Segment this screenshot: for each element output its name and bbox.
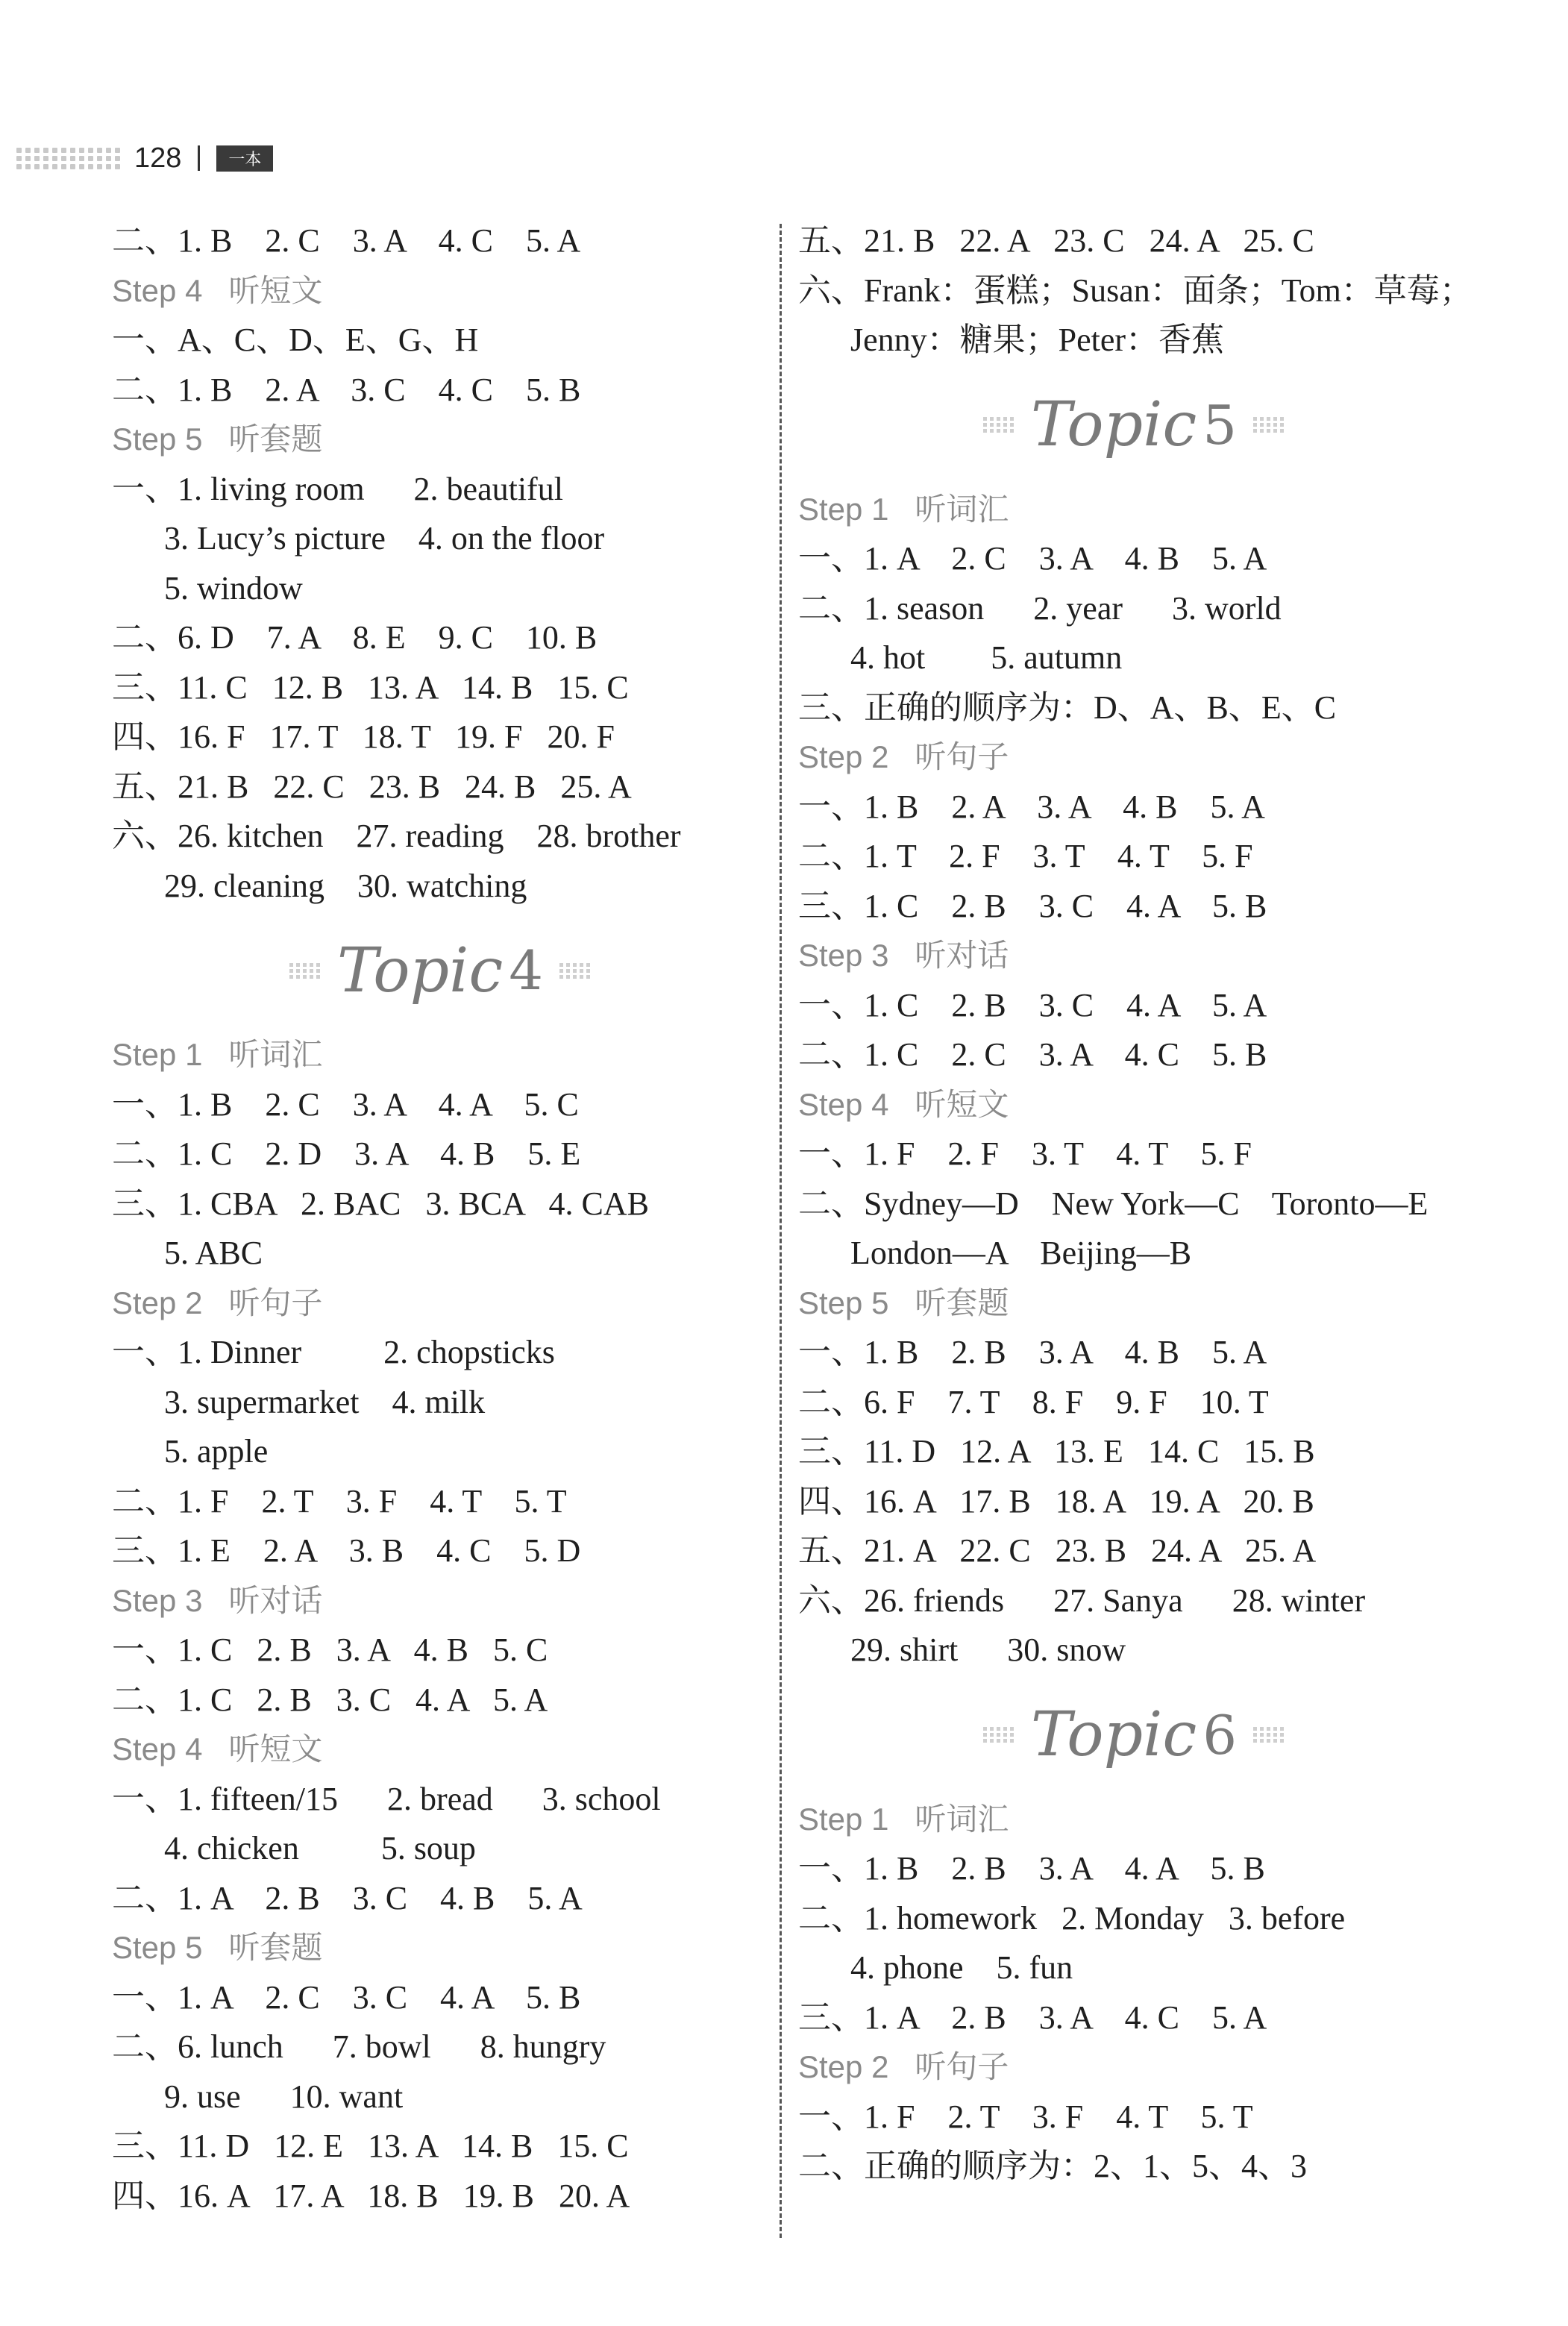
answer-line: London—A Beijing—B: [850, 1235, 1192, 1271]
answer-line: 4. phone 5. fun: [850, 1949, 1073, 1986]
step-heading: Step 5 听套题: [798, 1285, 1009, 1320]
answer-line: 五、21. B 22. C 23. B 24. B 25. A: [112, 768, 632, 805]
answer-line: 5. ABC: [164, 1235, 263, 1271]
answer-line: 一、1. A 2. C 3. A 4. B 5. A: [798, 540, 1267, 577]
answer-line: 29. shirt 30. snow: [850, 1631, 1126, 1668]
answer-line: 三、11. C 12. B 13. A 14. B 15. C: [112, 668, 629, 706]
topic-number: 5: [1202, 393, 1238, 457]
answer-line: 三、正确的顺序为：D、A、B、E、C: [798, 689, 1337, 726]
answer-line: 二、1. F 2. T 3. F 4. T 5. T: [112, 1482, 567, 1520]
step-heading: Step 5 听套题: [112, 421, 323, 457]
step-heading: Step 3 听对话: [798, 938, 1009, 973]
answer-line: 二、1. C 2. D 3. A 4. B 5. E: [112, 1135, 581, 1172]
topic-5-heading: [798, 366, 1470, 485]
answer-line: 一、1. Dinner 2. chopsticks: [112, 1334, 555, 1370]
answer-line: 二、1. C 2. C 3. A 4. C 5. B: [798, 1036, 1267, 1073]
topic-number: 6: [1202, 1703, 1238, 1767]
step-heading: Step 2 听句子: [798, 2049, 1009, 2084]
ornament-icon: [983, 417, 1015, 433]
ornament-icon: [559, 963, 591, 979]
step-heading: Step 4 听短文: [798, 1086, 1009, 1122]
topic-word: Topic: [336, 935, 504, 1006]
answer-line: 二、1. C 2. B 3. C 4. A 5. A: [112, 1681, 548, 1718]
answer-line: 三、1. CBA 2. BAC 3. BCA 4. CAB: [112, 1185, 650, 1222]
answer-line: 二、1. homework 2. Monday 3. before: [798, 1899, 1346, 1937]
ornament-icon: [1253, 417, 1285, 433]
ornament-icon: [1253, 1727, 1285, 1743]
answer-line: 二、1. T 2. F 3. T 4. T 5. F: [798, 838, 1253, 874]
answer-line: 三、11. D 12. E 13. A 14. B 15. C: [112, 2128, 629, 2164]
answer-line: 二、1. B 2. A 3. C 4. C 5. B: [112, 371, 581, 408]
topic-4-heading: [112, 911, 768, 1030]
header-separator: [198, 145, 200, 171]
answer-line: 四、16. A 17. A 18. B 19. B 20. A: [112, 2177, 630, 2214]
answer-line: 六、26. friends 27. Sanya 28. winter: [798, 1582, 1366, 1619]
ornament-icon: [983, 1727, 1015, 1743]
answer-line: 5. apple: [164, 1433, 269, 1470]
topic-word: Topic: [1030, 1699, 1197, 1770]
answer-line: 四、16. F 17. T 18. T 19. F 20. F: [112, 718, 615, 755]
answer-line: 二、6. D 7. A 8. E 9. C 10. B: [112, 619, 598, 656]
answer-line: 五、21. B 22. A 23. C 24. A 25. C: [798, 222, 1314, 259]
answer-line: 一、1. B 2. B 3. A 4. A 5. B: [798, 1850, 1265, 1887]
answer-line: 二、Sydney—D New York—C Toronto—E: [798, 1185, 1429, 1222]
answer-line: 一、1. B 2. B 3. A 4. B 5. A: [798, 1334, 1267, 1370]
answer-line: 三、1. C 2. B 3. C 4. A 5. B: [798, 887, 1267, 924]
answer-line: 六、26. kitchen 27. reading 28. brother: [112, 818, 681, 854]
answer-line: 三、11. D 12. A 13. E 14. C 15. B: [798, 1433, 1315, 1470]
page-number: 128: [134, 142, 182, 174]
answer-line: 4. hot 5. autumn: [850, 639, 1123, 676]
answer-line: 一、A、C、D、E、G、H: [112, 322, 479, 358]
answer-line: 二、1. B 2. C 3. A 4. C 5. A: [112, 222, 581, 259]
answer-line: 三、1. E 2. A 3. B 4. C 5. D: [112, 1532, 581, 1569]
step-heading: Step 1 听词汇: [798, 491, 1009, 527]
topic-word: Topic: [1030, 389, 1197, 460]
step-heading: Step 1 听词汇: [798, 1801, 1009, 1837]
brand-logo: 一本: [216, 145, 273, 172]
topic-number: 4: [509, 939, 544, 1002]
right-column: [798, 216, 1473, 2192]
answer-line: 三、1. A 2. B 3. A 4. C 5. A: [798, 1999, 1267, 2036]
answer-line: 五、21. A 22. C 23. B 24. A 25. A: [798, 1532, 1317, 1569]
step-heading: Step 4 听短文: [112, 1731, 323, 1767]
step-heading: Step 4 听短文: [112, 272, 323, 308]
answer-line: 二、1. A 2. B 3. C 4. B 5. A: [112, 1879, 583, 1916]
column-divider: [780, 224, 782, 2238]
step-heading: Step 2 听句子: [112, 1285, 323, 1320]
answer-line: 5. window: [164, 569, 303, 606]
answer-line: 3. Lucy’s picture 4. on the floor: [164, 520, 605, 557]
answer-line: 一、1. F 2. F 3. T 4. T 5. F: [798, 1135, 1252, 1172]
answer-line: 一、1. A 2. C 3. C 4. A 5. B: [112, 1978, 581, 2016]
answer-line: Jenny：糖果；Peter：香蕉: [850, 322, 1225, 358]
answer-line: 二、6. lunch 7. bowl 8. hungry: [112, 2028, 606, 2065]
step-heading: Step 2 听句子: [798, 739, 1009, 774]
ornament-icon: [289, 963, 321, 979]
answer-line: 一、1. B 2. C 3. A 4. A 5. C: [112, 1085, 579, 1123]
answer-line: 一、1. living room 2. beautiful: [112, 470, 563, 507]
page-header: [16, 136, 273, 181]
answer-line: 一、1. fifteen/15 2. bread 3. school: [112, 1780, 661, 1817]
answer-line: 3. supermarket 4. milk: [164, 1383, 486, 1420]
answer-line: 一、1. B 2. A 3. A 4. B 5. A: [798, 788, 1265, 825]
topic-6-heading: [798, 1675, 1470, 1795]
answer-line: 9. use 10. want: [164, 2078, 404, 2115]
answer-line: 29. cleaning 30. watching: [164, 867, 527, 904]
header-dots-ornament: [16, 148, 121, 169]
answer-line: 四、16. A 17. B 18. A 19. A 20. B: [798, 1482, 1314, 1520]
answer-line: 二、6. F 7. T 8. F 9. F 10. T: [798, 1383, 1269, 1420]
answer-line: 六、Frank：蛋糕；Susan：面条；Tom：草莓；: [798, 272, 1473, 309]
step-heading: Step 1 听词汇: [112, 1037, 323, 1072]
answer-line: 一、1. C 2. B 3. A 4. B 5. C: [112, 1631, 548, 1668]
step-heading: Step 3 听对话: [112, 1582, 323, 1618]
answer-line: 二、正确的顺序为：2、1、5、4、3: [798, 2148, 1307, 2184]
answer-line: 二、1. season 2. year 3. world: [798, 589, 1282, 627]
left-column: [112, 216, 768, 2221]
step-heading: Step 5 听套题: [112, 1930, 323, 1965]
answer-line: 一、1. F 2. T 3. F 4. T 5. T: [798, 2098, 1253, 2135]
answer-line: 4. chicken 5. soup: [164, 1830, 476, 1866]
answer-line: 一、1. C 2. B 3. C 4. A 5. A: [798, 986, 1267, 1023]
